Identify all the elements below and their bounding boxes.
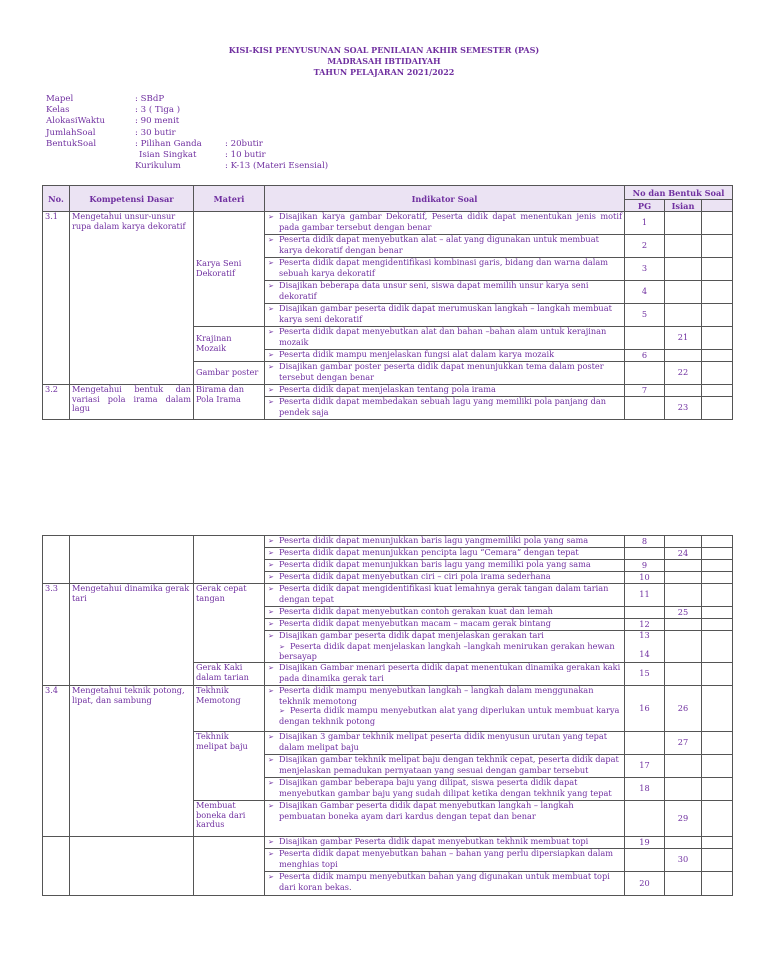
- arrow-bullet-icon: ➢: [268, 537, 274, 545]
- table-row: [265, 732, 625, 755]
- arrow-bullet-icon: ➢: [268, 236, 274, 244]
- extra-cell: [702, 872, 733, 896]
- extra-cell: [702, 304, 733, 327]
- arrow-bullet-icon: ➢: [268, 328, 274, 336]
- isian-cell: [665, 631, 702, 663]
- isian-cell: 29: [665, 801, 702, 837]
- materi-gerak-kaki: Gerak Kaki dalam tarian: [194, 663, 265, 686]
- extra-cell: [702, 536, 733, 548]
- indikator-text: Peserta didik mampu menyebutkan bahan yang digunakan untuk membuat topi dari koran bekas.: [279, 871, 610, 892]
- pg-cell: [625, 732, 665, 755]
- header-isian: Isian: [665, 200, 702, 212]
- header-no: No.: [43, 186, 70, 212]
- indikator-text: Peserta didik dapat mengidentifikasi kombinasi garis, bidang dan warna dalam sebuah karya dekoratif: [279, 257, 609, 278]
- indikator-text: Peserta didik dapat menyebutkan contoh gerakan kuat dan lemah: [279, 606, 553, 616]
- header-extra: [702, 200, 733, 212]
- kurikulum-value: : K-13 (Materi Esensial): [225, 161, 329, 171]
- materi-membuat-boneka: Membuat boneka dari kardus: [194, 801, 265, 837]
- arrow-bullet-icon: ➢: [268, 305, 274, 313]
- pg-cell: [625, 362, 665, 385]
- kd-text-3-4: Mengetahui teknik potong, lipat, dan sambung: [70, 686, 194, 837]
- materi-tekhnik-memotong: Tekhnik Memotong: [194, 686, 265, 732]
- indikator-text: Peserta didik dapat menyebutkan macam – macam gerak bintang: [279, 618, 551, 628]
- pg-cell: 16: [625, 686, 665, 732]
- isian-cell: 25: [665, 607, 702, 619]
- indikator-text: Peserta didik dapat menyebutkan ciri – ciri pola irama sederhana: [279, 571, 551, 581]
- pg-cell: 3: [625, 258, 665, 281]
- pg-cell: 11: [625, 584, 665, 607]
- table-row: [265, 663, 625, 686]
- pg-cell: 15: [625, 663, 665, 686]
- waktu-value: : 90 menit: [135, 116, 180, 126]
- indikator-text: Disajikan gambar beberapa baju yang dilipat, siswa peserta didik dapat menyebutkan gambar baju yang sudah dilipat ketika dengan tekhnik yang tepat: [279, 777, 612, 798]
- pg-cell: [625, 631, 665, 663]
- pg-cell: [625, 607, 665, 619]
- table-row: [265, 350, 625, 362]
- isian-cell: [665, 572, 702, 584]
- kd-cell: [70, 837, 194, 896]
- mapel-label: Mapel: [46, 94, 74, 104]
- isian-cell: 23: [665, 397, 702, 420]
- pg-cell: [625, 849, 665, 872]
- indikator-text: Peserta didik dapat mengidentifikasi kuat lemahnya gerak tangan dalam tarian dengan tepat: [279, 583, 609, 604]
- extra-cell: [702, 235, 733, 258]
- indikator-text: Peserta didik dapat menjelaskan tentang pola irama: [279, 384, 496, 394]
- bentuk-pg-label: : Pilihan Ganda: [135, 139, 202, 149]
- isian-cell: [665, 536, 702, 548]
- indikator-text: Disajikan gambar Peserta didik dapat menyebutkan tekhnik membuat topi: [279, 836, 589, 846]
- arrow-bullet-icon: ➢: [268, 398, 274, 406]
- header-indikator-soal: Indikator Soal: [265, 186, 625, 212]
- extra-cell: [702, 607, 733, 619]
- kd-number-3-3: 3.3: [43, 584, 70, 686]
- materi-karya-seni-dekoratif: Karya Seni Dekoratif: [194, 212, 265, 327]
- indikator-text: Peserta didik mampu menyebutkan alat yang diperlukan untuk membuat karya dengan tekhnik potong: [279, 705, 620, 726]
- kelas-value: : 3 ( Tiga ): [135, 105, 181, 115]
- table-row: [265, 536, 625, 548]
- header-materi: Materi: [194, 186, 265, 212]
- pg-cell: 6: [625, 350, 665, 362]
- extra-cell: [702, 778, 733, 801]
- isian-cell: 22: [665, 362, 702, 385]
- jumlah-label: JumlahSoal: [46, 128, 96, 138]
- pg-cell: 4: [625, 281, 665, 304]
- isian-cell: [665, 778, 702, 801]
- indikator-text: Peserta didik mampu menjelaskan fungsi alat dalam karya mozaik: [279, 349, 555, 359]
- table-row: [265, 212, 625, 235]
- table-row: [265, 397, 625, 420]
- table-row: [265, 619, 625, 631]
- doc-title-line-3: TAHUN PELAJARAN 2021/2022: [313, 67, 455, 77]
- arrow-bullet-icon: ➢: [268, 351, 274, 359]
- isian-cell: [665, 619, 702, 631]
- indikator-text: Peserta didik dapat menyebutkan bahan – bahan yang perlu dipersiapkan dalam menghias topi: [279, 848, 614, 869]
- arrow-bullet-icon: ➢: [268, 802, 274, 810]
- no-cell: [43, 837, 70, 896]
- kd-number-3-2: 3.2: [43, 385, 70, 420]
- table-row: [265, 755, 625, 778]
- header-pg: PG: [625, 200, 665, 212]
- indikator-text: Disajikan 3 gambar tekhnik melipat peserta didik menyusun urutan yang tepat dalam melipat baju: [279, 731, 608, 752]
- extra-cell: [702, 755, 733, 778]
- arrow-bullet-icon: ➢: [268, 756, 274, 764]
- doc-title-line-2: MADRASAH IBTIDAIYAH: [327, 56, 441, 66]
- pg-cell: 1: [625, 212, 665, 235]
- waktu-label: AlokasiWaktu: [46, 116, 106, 126]
- pg-cell: [625, 397, 665, 420]
- table-row: [265, 304, 625, 327]
- indikator-text: Peserta didik dapat membedakan sebuah lagu yang memiliki pola panjang dan pendek saja: [279, 396, 607, 417]
- indikator-text: Peserta didik dapat menyebutkan alat – alat yang digunakan untuk membuat karya dekoratif dengan benar: [279, 234, 599, 255]
- indikator-text: Disajikan karya gambar Dekoratif, Peserta didik dapat menentukan jenis motif pada gambar tersebut dengan benar: [279, 211, 622, 232]
- pg-number: 14: [639, 649, 650, 660]
- kd-text-3-3: Mengetahui dinamika gerak tari: [70, 584, 194, 686]
- header-no-bentuk-soal: No dan Bentuk Soal: [625, 186, 733, 200]
- isian-cell: 26: [665, 686, 702, 732]
- materi-gerak-cepat-tangan: Gerak cepat tangan: [194, 584, 265, 663]
- pg-cell: 17: [625, 755, 665, 778]
- extra-cell: [702, 281, 733, 304]
- arrow-bullet-icon: ➢: [268, 549, 274, 557]
- pg-cell: 10: [625, 572, 665, 584]
- extra-cell: [702, 327, 733, 350]
- pg-cell: 7: [625, 385, 665, 397]
- pg-cell: 9: [625, 560, 665, 572]
- isian-cell: [665, 872, 702, 896]
- kelas-label: Kelas: [46, 105, 70, 115]
- table-row: [265, 801, 625, 837]
- isian-cell: 30: [665, 849, 702, 872]
- pg-cell: 20: [625, 872, 665, 896]
- arrow-bullet-icon: ➢: [268, 363, 274, 371]
- pg-cell: [625, 801, 665, 837]
- table-row: [265, 258, 625, 281]
- arrow-bullet-icon: ➢: [268, 573, 274, 581]
- indikator-text: Disajikan beberapa data unsur seni, siswa dapat memilih unsur karya seni dekoratif: [279, 280, 589, 301]
- extra-cell: [702, 686, 733, 732]
- materi-krajinan-mozaik: Krajinan Mozaik: [194, 327, 265, 362]
- extra-cell: [702, 663, 733, 686]
- table-row: [265, 686, 625, 732]
- indikator-text: Peserta didik dapat menunjukkan baris lagu yangmemiliki pola yang sama: [279, 535, 589, 545]
- arrow-bullet-icon: ➢: [268, 386, 274, 394]
- arrow-bullet-icon: ➢: [279, 707, 285, 716]
- bentuk-pg-value: : 20butir: [225, 139, 263, 149]
- kd-cell: [70, 536, 194, 584]
- extra-cell: [702, 801, 733, 837]
- bentuk-isian-value: : 10 butir: [225, 150, 266, 160]
- table-row: [265, 362, 625, 385]
- kurikulum-label: Kurikulum: [135, 161, 181, 171]
- pg-number: 13: [639, 630, 650, 640]
- arrow-bullet-icon: ➢: [268, 259, 274, 267]
- arrow-bullet-icon: ➢: [268, 838, 274, 846]
- bentuk-isian-label: Isian Singkat: [139, 150, 197, 160]
- indikator-text: Disajikan gambar peserta didik dapat merumuskan langkah – langkah membuat karya seni dekoratif: [279, 303, 612, 324]
- pg-cell: 8: [625, 536, 665, 548]
- pg-cell: 5: [625, 304, 665, 327]
- kisi-kisi-table-2: [42, 535, 733, 896]
- arrow-bullet-icon: ➢: [268, 213, 274, 221]
- kd-text-3-1: Mengetahui unsur-unsur rupa dalam karya dekoratif: [70, 212, 194, 385]
- arrow-bullet-icon: ➢: [268, 779, 274, 787]
- extra-cell: [702, 212, 733, 235]
- kd-number-3-1: 3.1: [43, 212, 70, 385]
- table-row: [265, 548, 625, 560]
- table-row: [265, 560, 625, 572]
- isian-cell: [665, 837, 702, 849]
- isian-cell: [665, 235, 702, 258]
- kd-number-3-4: 3.4: [43, 686, 70, 837]
- arrow-bullet-icon: ➢: [268, 733, 274, 741]
- arrow-bullet-icon: ➢: [279, 642, 285, 651]
- indikator-text: Disajikan gambar tekhnik melipat baju dengan tekhnik cepat, peserta didik dapat menjelaskan pemadukan pernyataan yang sesuai dengan gambar tersebut: [279, 754, 619, 775]
- isian-cell: [665, 258, 702, 281]
- jumlah-value: : 30 butir: [135, 128, 176, 138]
- extra-cell: [702, 619, 733, 631]
- mapel-value: : SBdP: [135, 94, 165, 104]
- pg-cell: [625, 548, 665, 560]
- kd-text-3-2: Mengetahui bentuk dan variasi pola irama dalam lagu: [70, 385, 194, 420]
- arrow-bullet-icon: ➢: [268, 620, 274, 628]
- table-row: [265, 607, 625, 619]
- arrow-bullet-icon: ➢: [268, 585, 274, 593]
- pg-cell: 18: [625, 778, 665, 801]
- isian-cell: [665, 385, 702, 397]
- pg-cell: 19: [625, 837, 665, 849]
- isian-cell: [665, 304, 702, 327]
- indikator-text: Disajikan gambar peserta didik dapat menjelaskan gerakan tari: [279, 630, 544, 640]
- indikator-text: Peserta didik mampu menyebutkan langkah – langkah dalam menggunakan tekhnik memotong: [279, 685, 594, 706]
- materi-tekhnik-melipat-baju: Tekhnik melipat baju: [194, 732, 265, 801]
- arrow-bullet-icon: ➢: [268, 850, 274, 858]
- extra-cell: [702, 849, 733, 872]
- extra-cell: [702, 258, 733, 281]
- extra-cell: [702, 397, 733, 420]
- isian-cell: 24: [665, 548, 702, 560]
- indikator-text: Peserta didik dapat menyebutkan alat dan bahan –bahan alam untuk kerajinan mozaik: [279, 326, 607, 347]
- extra-cell: [702, 560, 733, 572]
- indikator-text: Peserta didik dapat menunjukkan baris lagu yang memiliki pola yang sama: [279, 559, 591, 569]
- pg-cell: 12: [625, 619, 665, 631]
- isian-cell: [665, 755, 702, 778]
- header-kompetensi-dasar: Kompetensi Dasar: [70, 186, 194, 212]
- arrow-bullet-icon: ➢: [268, 664, 274, 672]
- indikator-text: Peserta didik dapat menjelaskan langkah –langkah menirukan gerakan hewan bersayap: [279, 640, 615, 662]
- extra-cell: [702, 548, 733, 560]
- no-cell: [43, 536, 70, 584]
- arrow-bullet-icon: ➢: [268, 687, 274, 695]
- isian-cell: 27: [665, 732, 702, 755]
- indikator-text: Disajikan gambar poster peserta didik dapat menunjukkan tema dalam poster tersebut dengan benar: [279, 361, 604, 382]
- materi-birama-pola-irama: Birama dan Pola Irama: [194, 385, 265, 420]
- arrow-bullet-icon: ➢: [268, 632, 274, 640]
- isian-cell: 21: [665, 327, 702, 350]
- extra-cell: [702, 631, 733, 663]
- table-row: [265, 631, 625, 663]
- doc-title-line-1: KISI-KISI PENYUSUNAN SOAL PENILAIAN AKHIR SEMESTER (PAS): [228, 45, 540, 55]
- kisi-kisi-table-1: [42, 185, 733, 420]
- isian-cell: [665, 350, 702, 362]
- extra-cell: [702, 584, 733, 607]
- isian-cell: [665, 212, 702, 235]
- extra-cell: [702, 572, 733, 584]
- indikator-text: Disajikan Gambar peserta didik dapat menyebutkan langkah – langkah pembuatan boneka ayam dari kardus dengan tepat dan benar: [279, 800, 574, 821]
- extra-cell: [702, 837, 733, 849]
- pg-cell: [625, 327, 665, 350]
- materi-gambar-poster: Gambar poster: [194, 362, 265, 385]
- isian-cell: [665, 281, 702, 304]
- table-row: [265, 327, 625, 350]
- table-row: [265, 837, 625, 849]
- bentuk-label: BentukSoal: [46, 139, 97, 149]
- table-row: [265, 778, 625, 801]
- indikator-text: Peserta didik dapat menunjukkan pencipta lagu “Cemara” dengan tepat: [279, 547, 579, 557]
- table-row: [265, 235, 625, 258]
- isian-cell: [665, 584, 702, 607]
- arrow-bullet-icon: ➢: [268, 282, 274, 290]
- indikator-text: Disajikan Gambar menari peserta didik dapat menentukan dinamika gerakan kaki pada dinamika gerak tari: [279, 662, 621, 683]
- isian-cell: [665, 560, 702, 572]
- table-row: [265, 385, 625, 397]
- isian-cell: [665, 663, 702, 686]
- extra-cell: [702, 732, 733, 755]
- arrow-bullet-icon: ➢: [268, 608, 274, 616]
- table-row: [265, 849, 625, 872]
- extra-cell: [702, 350, 733, 362]
- table-row: [265, 572, 625, 584]
- pg-cell: 2: [625, 235, 665, 258]
- arrow-bullet-icon: ➢: [268, 561, 274, 569]
- arrow-bullet-icon: ➢: [268, 873, 274, 881]
- materi-cell: [194, 837, 265, 896]
- materi-cell: [194, 536, 265, 584]
- table-row: [265, 584, 625, 607]
- table-row: [265, 281, 625, 304]
- extra-cell: [702, 362, 733, 385]
- extra-cell: [702, 385, 733, 397]
- table-row: [265, 872, 625, 896]
